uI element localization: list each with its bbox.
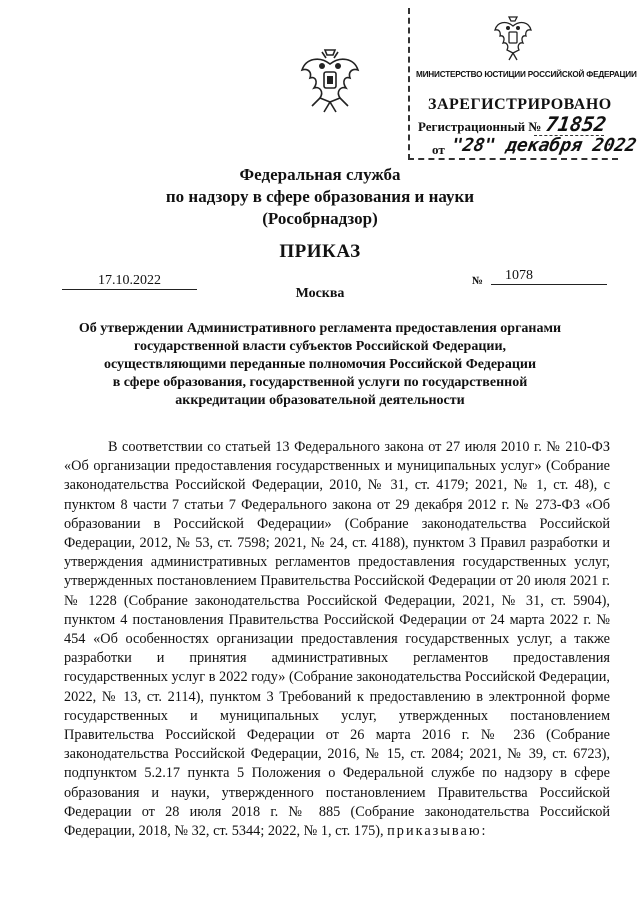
org-line-1: Федеральная служба [239, 165, 401, 184]
stamp-date-value: "28" декабря 2022 [450, 135, 639, 156]
order-word: приказываю: [387, 823, 488, 840]
subject-line-3: осуществляющими переданные полномочия Российской Федерации [103, 357, 537, 372]
stamp-regnum-label: Регистрационный № [418, 119, 542, 134]
order-subject [64, 320, 576, 410]
registration-stamp [408, 8, 639, 160]
preamble-text: В соответствии со статьей 13 Федерального закона от 27 июля 2010 г. № 210-ФЗ «Об организации предоставления государственных и муниципальных услуг» (Собрание законодательства Российской Федерации, 2010, № 31, ст. 4179; 2021, № 1, ст. 48), с пунктом 8 части 7 статьи 7 Федерального закона от 29 декабря 2012 г. № 273-ФЗ «Об образовании в Российской Федерации» (Собрание законодательства Российской Федерации, 2012, № 53, ст. 7598; 2021, № 24, ст. 4188), пунктом 3 Правил разработки и утверждения административных регламентов предоставления государственных услуг, утвержденных постановлением Правительства Российской Федерации от 20 июля 2021 г. № 1228 (Собрание законодательства Российской Федерации, 2021, № 31, ст. 5904), пунктом 4 постановления Правительства Российской Федерации от 24 марта 2022 г. № 454 «Об особенностях организации предоставления государственных услуг, а также разработки и принятия административных регламентов предоставления государственных услуг в 2022 году» (Собрание законодательства Российской Федерации, 2022, № 13, ст. 2114), пунктом 3 Требований к предоставлению в электронной форме государственных и муниципальных услуг, утвержденных постановлением Правительства Российской Федерации от 26 марта 2016 г. № 236 (Собрание законодательства Российской Федерации, 2016, № 15, ст. 2084; 2021, № 39, ст. 6723), подпунктом 5.2.17 пункта 5 Положения о Федеральной службе по надзору в сфере образования и науки, утвержденного постановлением Правительства Российской Федерации от 28 июля 2018 г. № 885 (Собрание законодательства Российской Федерации, 2018, № 32, ст. 5344; 2022, № 1, ст. 175), [64, 439, 610, 840]
stamp-emblem-icon [492, 14, 534, 64]
coat-of-arms-icon [298, 46, 362, 118]
org-line-2: по надзору в сфере образования и науки [165, 187, 475, 206]
subject-line-2: государственной власти субъектов Российской Федерации, [133, 339, 507, 354]
preamble-paragraph [64, 438, 610, 841]
order-number-label: № [472, 275, 484, 287]
order-number: 1078 [491, 267, 607, 285]
subject-line-5: аккредитации образовательной деятельности [175, 393, 465, 408]
order-date: 17.10.2022 [62, 272, 197, 290]
org-line-3: (Рособрнадзор) [262, 209, 378, 228]
stamp-regnum-value: 71852 [544, 112, 608, 136]
stamp-date-label: от [432, 142, 445, 157]
stamp-registered: ЗАРЕГИСТРИРОВАНО [428, 96, 612, 113]
subject-line-4: в сфере образования, государственной услуги по государственной [112, 375, 528, 390]
city: Москва [295, 286, 345, 301]
document-type: ПРИКАЗ [279, 241, 361, 262]
organization-name [130, 164, 510, 230]
stamp-ministry: МИНИСТЕРСТВО ЮСТИЦИИ РОССИЙСКОЙ ФЕДЕРАЦИИ [416, 70, 637, 79]
subject-line-1: Об утверждении Административного регламента предоставления органами [78, 321, 562, 336]
